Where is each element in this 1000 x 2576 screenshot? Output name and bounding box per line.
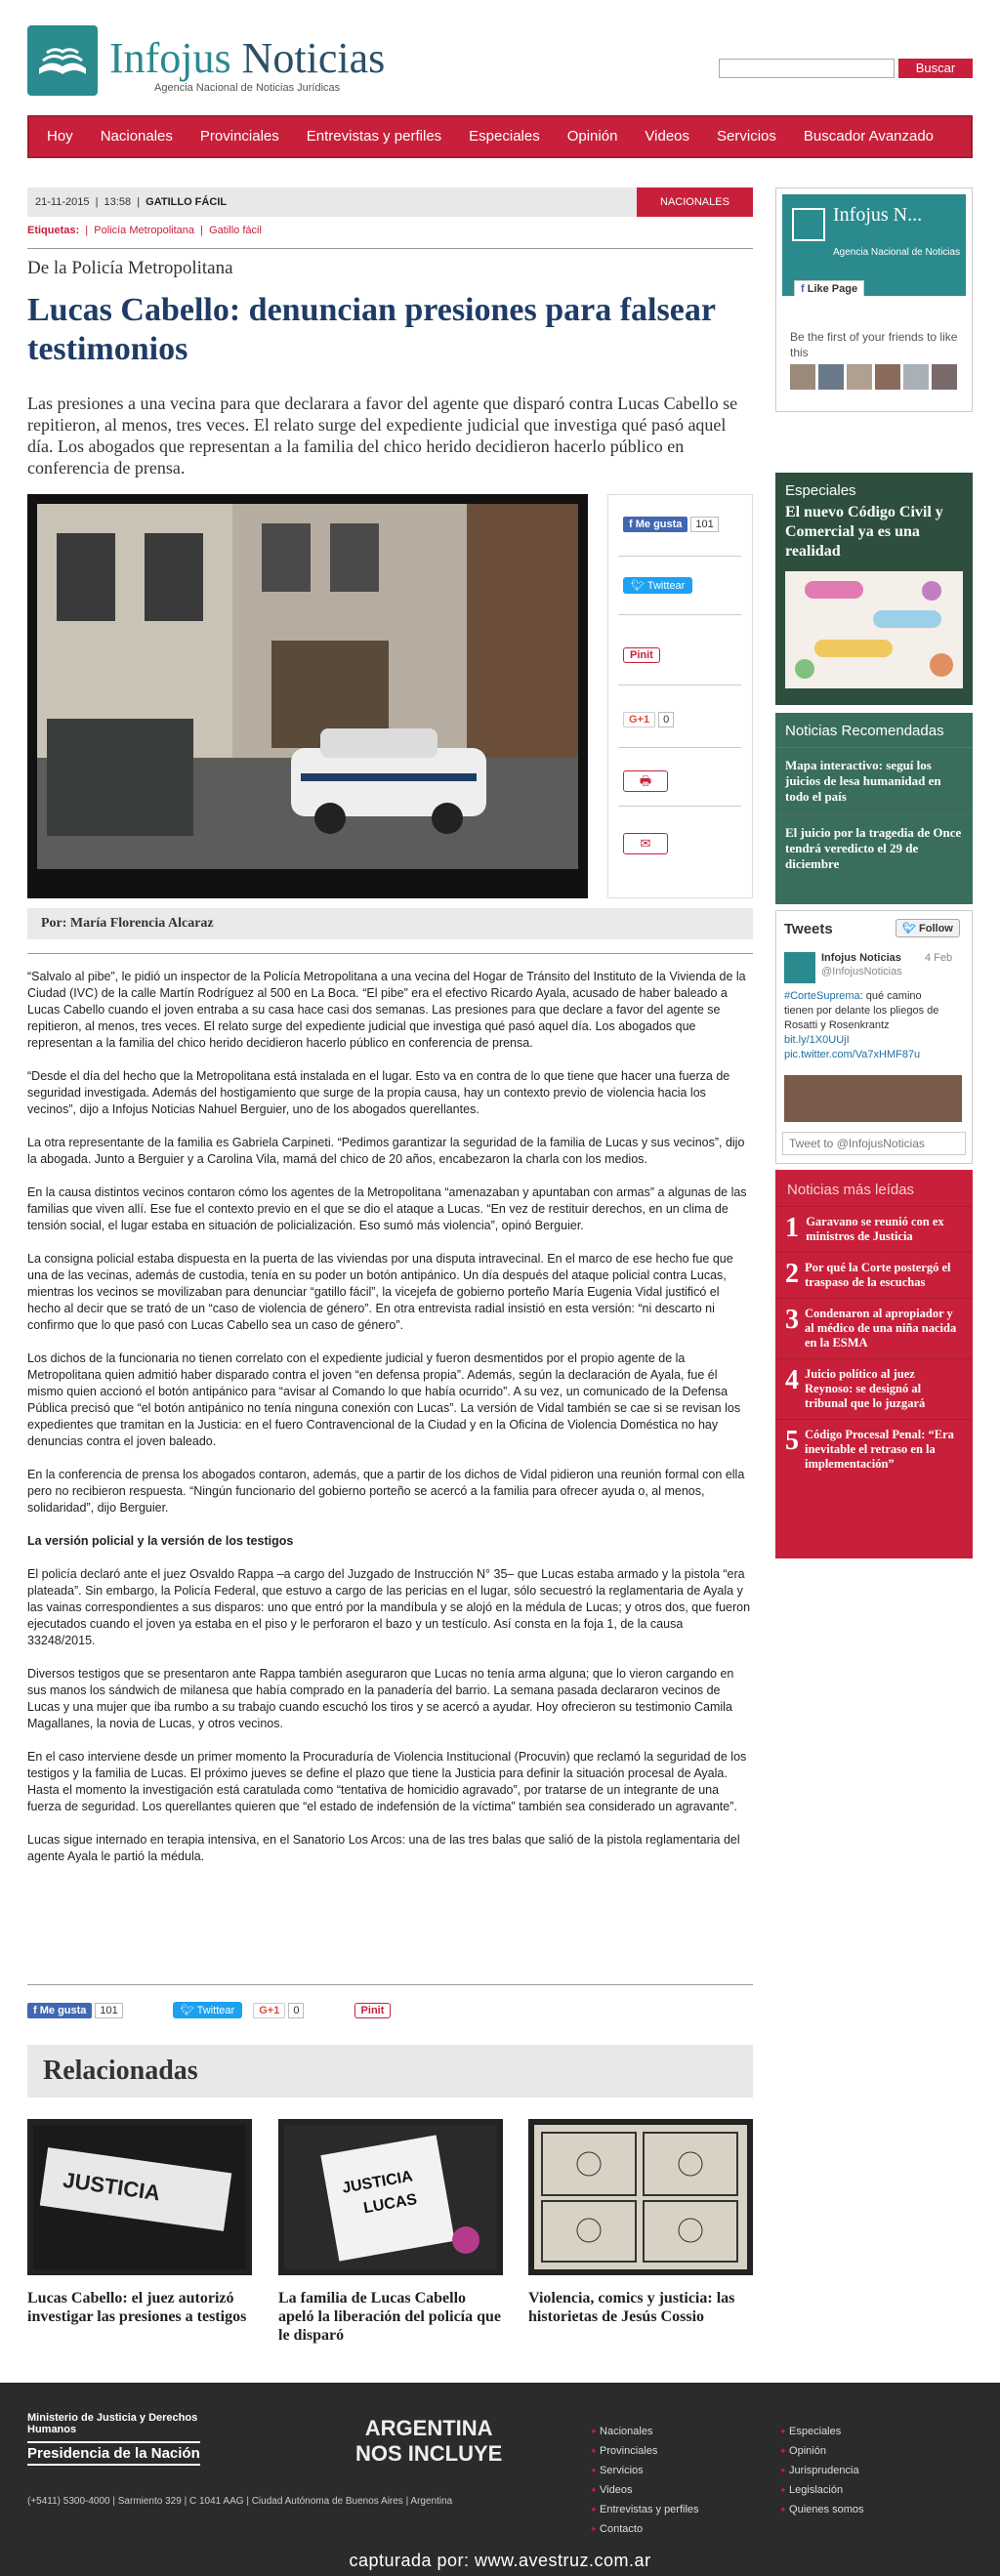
related-item[interactable] [27, 2119, 252, 2326]
like-page-button[interactable]: f Like Page [794, 280, 864, 296]
divider [618, 806, 741, 807]
article-paragraph: Diversos testigos que se presentaron ante Rappa también aseguraron que Lucas no tenía arma alguna; que lo vieron cargando en sus manos los sándwich de milanesa que había comprado en la panadería del barrio. La semana pasada declararon vecinos de Lucas y una mujer que iba rumbo a su trabajo cuando escuchó los tiros y se acercó a ayudar. Hoy ofrecieron su testimonio Camila Magallanes, la novia de Lucas, y otros vecinos. [27, 1667, 734, 1730]
divider [618, 685, 741, 686]
nav-item-videos[interactable]: Videos [645, 128, 690, 145]
article-info-bar: 21-11-2015 | 13:58 | GATILLO FÁCIL [27, 187, 753, 217]
site-footer [0, 2383, 1000, 2576]
most-read-item[interactable] [775, 1298, 973, 1358]
article-lead: Las presiones a una vecina para que declarara a favor del agente que disparó contra Lucas Cabello se repitieron, al menos, tres veces. El relato surge del expediente judicial que investiga qué pasó aquel día. Los abogados que representan a la familia del chico herido decidieron hacerlo público en conferencia de prensa. [27, 394, 738, 478]
pinterest-button[interactable]: Pinit [623, 647, 660, 663]
pinterest-button[interactable]: Pinit [354, 2003, 392, 2018]
divider [618, 556, 741, 557]
divider [27, 248, 753, 249]
most-read-label: Noticias más leídas [787, 1182, 915, 1198]
related-heading: Relacionadas [27, 2045, 753, 2098]
follow-button[interactable]: 🐦︎ Follow [896, 919, 960, 937]
facebook-icon: f [629, 519, 633, 530]
footer-slogan-line: NOS INCLUYE [355, 2441, 503, 2466]
most-read-item[interactable] [775, 1358, 973, 1419]
article-topic[interactable]: GATILLO FÁCIL [146, 196, 228, 208]
tag-link[interactable]: Gatillo fácil [209, 225, 262, 236]
tweets-heading: Tweets [784, 921, 833, 937]
article-paragraph: En la conferencia de prensa los abogados contaron, además, que a partir de los dichos de Vidal pidieron una reunión formal con ella pero no recibieron respuesta. “Ningún funcionario del gobierno porteño se acercó a la familia para ofrecer ayuda o, al menos, solidaridad”, dijo Berguier. [27, 1468, 745, 1515]
most-read-title[interactable]: Juicio político al juez Reynoso: se designó al tribunal que lo juzgará [805, 1367, 926, 1410]
avatar[interactable] [875, 364, 900, 390]
divider [618, 747, 741, 748]
footer-link[interactable]: ✦ Servicios [590, 2461, 699, 2480]
logo-book-icon [27, 25, 98, 96]
tweet-author[interactable]: Infojus Noticias [821, 952, 901, 964]
facebook-friends-text: Be the first of your friends to like this [790, 330, 958, 359]
share-sidebar [607, 494, 753, 898]
most-read-title[interactable]: Código Procesal Penal: “Era inevitable el retraso en la implementación” [805, 1428, 954, 1471]
related-thumbnail[interactable] [528, 2119, 753, 2275]
nav-item-nacionales[interactable]: Nacionales [100, 128, 173, 145]
article-title: Lucas Cabello: denuncian presiones para falsear testimonios [27, 292, 716, 367]
most-read-item[interactable] [775, 1206, 973, 1252]
especiales-label: Especiales [785, 482, 856, 499]
twitter-share[interactable] [623, 577, 692, 594]
most-read-item[interactable] [775, 1419, 973, 1479]
footer-slogan [355, 2416, 502, 2467]
article-photo [27, 494, 588, 898]
article-paragraph: “Desde el día del hecho que la Metropolitana está instalada en el lugar. Esto va en contra de lo que tiene que hacer una fuerza de seguridad investigada. Además del hostigamiento que surge de la propia causa, hay un contexto previo de violencia hacia los vecinos”, dijo a Infojus Noticias Nahuel Berguier, uno de los abogados querellantes. [27, 1069, 730, 1116]
footer-link[interactable]: ✦ Especiales [779, 2422, 863, 2441]
footer-address: (+5411) 5300-4000 | Sarmiento 329 | C 1041 AAG | Ciudad Autónoma de Buenos Aires | Argentina [27, 2496, 453, 2507]
recommended-label: Noticias Recomendadas [775, 713, 973, 748]
nav-item-hoy[interactable]: Hoy [47, 128, 73, 145]
footer-link[interactable]: ✦ Nacionales [590, 2422, 699, 2441]
google-plus-count: 0 [288, 2003, 304, 2018]
facebook-icon: f [801, 283, 805, 295]
related-title[interactable]: La familia de Lucas Cabello apeló la liberación del policía que le disparó [278, 2290, 502, 2344]
footer-link[interactable]: ✦ Jurisprudencia [779, 2461, 863, 2480]
footer-link[interactable]: ✦ Provinciales [590, 2441, 699, 2461]
nav-item-opinion[interactable]: Opinión [566, 128, 618, 145]
nav-item-servicios[interactable]: Servicios [717, 128, 776, 145]
logo-wordmark: Infojus Noticias [109, 34, 386, 82]
share-bottom-bar [27, 2002, 398, 2018]
facebook-page-name[interactable]: Infojus N... [833, 204, 923, 226]
nav-item-buscador[interactable]: Buscador Avanzado [803, 128, 935, 145]
divider [27, 953, 753, 954]
facebook-page-widget [775, 187, 973, 412]
most-read-number: 3 [785, 1305, 799, 1335]
especiales-title[interactable]: El nuevo Código Civil y Comercial ya es una realidad [785, 504, 943, 560]
article-paragraph: Los dichos de la funcionaria no tienen correlato con el expediente judicial y fueron desmentidos por el propio agente de la Metropolitana quien admitió haber disparado contra el joven “en defensa propia”. Además, según la declaración de Ayala, fue él mismo quien accionó el botón antipánico para “avisar al Comando lo que había ocurrido”. A su vez, un comunicado de la Defensa Pública precisó que “el botón antipánico no tenía ninguna conexión con Lucas”. La versión de Vidal también se cae si se revisan los expedientes que tramitan en la Justicia: en el fuero Contravencional de la Ciudad y en la Oficina de Violencia Doméstica no hay denuncias contra el joven baleado. [27, 1351, 741, 1448]
facebook-page-banner[interactable] [782, 194, 966, 296]
footer-link[interactable]: ✦ Opinión [779, 2441, 863, 2461]
facebook-count: 101 [690, 517, 718, 532]
article-author: Por: María Florencia Alcaraz [27, 908, 753, 939]
nav-item-especiales[interactable]: Especiales [469, 128, 540, 145]
tweet-link[interactable]: bit.ly/1X0UUjI pic.twitter.com/Va7xHMF87u [784, 1034, 921, 1060]
avatar[interactable] [818, 364, 844, 390]
footer-ministry: Ministerio de Justicia y Derechos Humanos [27, 2412, 198, 2435]
twitter-icon: 🐦︎ [180, 2005, 194, 2016]
facebook-page-subtitle: Agencia Nacional de Noticias [833, 247, 961, 258]
footer-link[interactable]: ✦ Videos [590, 2480, 699, 2500]
logo-book-icon [792, 208, 825, 241]
most-read-item[interactable] [775, 1252, 973, 1298]
footer-links-col1 [590, 2422, 699, 2539]
most-read-title[interactable]: Garavano se reunió con ex ministros de Justicia [806, 1215, 944, 1243]
article-paragraph: “Salvalo al pibe”, le pidió un inspector de la Policía Metropolitana a una vecina del Hogar de Tránsito del Instituto de la Vivienda de la Ciudad (IVC) de la calle Martín Rodríguez al 500 en La Boca. “El pibe” era el efectivo Ricardo Ayala, acusado de haber baleado a Lucas Cabello cuando el joven entraba a su casa hace casi dos semanas. Las presiones para que declare a favor del agente se repitieron, al menos, tres veces. El relato surge del expediente judicial que investiga qué pasó aquel día. Los abogados que representan a la familia del chico herido decidieron hacerlo público en conferencia de prensa. [27, 970, 746, 1050]
search-button[interactable]: Buscar [898, 59, 973, 78]
tags-label: Etiquetas: [27, 225, 80, 236]
article-body [27, 969, 753, 1882]
logo-subtitle: Agencia Nacional de Noticias Jurídicas [154, 82, 341, 94]
article-time: 13:58 [104, 196, 132, 208]
footer-link[interactable]: ✦ Legislación [779, 2480, 863, 2500]
facebook-like[interactable] [623, 517, 719, 532]
google-plus-count: 0 [658, 712, 674, 727]
article-paragraph: En el caso interviene desde un primer momento la Procuraduría de Violencia Institucional (Procuvin) que reclamó la seguridad de los testigos y la familia de Lucas. El próximo jueves se define el plazo que tiene la Justicia para definir la situación procesal de Ayala. Hasta el momento la investigación está caratulada como “tentativa de homicidio agravado”, por tratarse de un integrante de una fuerza de seguridad. Los querellantes quieren que “el estado de indefensión de la víctima” también sea considerado un agravante”. [27, 1750, 747, 1813]
google-plus-share[interactable] [623, 712, 674, 727]
avatar[interactable] [932, 364, 957, 390]
facebook-icon: f [33, 2005, 37, 2016]
google-plus-button[interactable]: G+1 [623, 712, 655, 727]
article-paragraph: Lucas sigue internado en terapia intensiva, en el Sanatorio Los Arcos: una de las tres balas que salió de la pistola reglamentaria del agente Ayala le partió la médula. [27, 1833, 740, 1863]
tweet-compose-field[interactable]: Tweet to @InfojusNoticias [782, 1132, 966, 1155]
svg-text:JUSTICIA: JUSTICIA [341, 2168, 414, 2197]
avatar[interactable] [903, 364, 929, 390]
google-plus-button[interactable]: G+1 [253, 2003, 285, 2018]
svg-text:JUSTICIA: JUSTICIA [61, 2167, 162, 2206]
recommended-item[interactable]: Mapa interactivo: seguí los juicios de lesa humanidad en todo el país [775, 748, 973, 815]
nav-item-entrevistas[interactable]: Entrevistas y perfiles [306, 128, 442, 145]
email-icon[interactable]: ✉ [623, 833, 668, 854]
pinterest-share[interactable] [623, 647, 660, 663]
facebook-faces [790, 364, 957, 390]
related-thumbnail[interactable] [27, 2119, 252, 2275]
tweet-image[interactable] [784, 1075, 962, 1122]
recommended-box [775, 713, 973, 904]
twitter-timeline [775, 910, 973, 1164]
most-read-number: 4 [785, 1365, 799, 1395]
footer-presidency[interactable]: Presidencia de la Nación [27, 2441, 200, 2466]
avatar[interactable] [784, 952, 815, 983]
twitter-button[interactable]: 🐦︎ Twittear [173, 2002, 242, 2018]
divider [618, 614, 741, 615]
twitter-icon: 🐦︎ [902, 923, 916, 935]
related-title[interactable]: Lucas Cabello: el juez autorizó investigar las presiones a testigos [27, 2290, 247, 2325]
tweet-date[interactable]: 4 Feb [925, 952, 953, 964]
tweet-text: #CorteSuprema: qué camino tienen por delante los pliegos de Rosatti y Rosenkrantz bit.ly/1X0UUjI pic.twitter.com/Va7xHMF87u [784, 990, 939, 1060]
twitter-icon: 🐦︎ [631, 580, 645, 592]
related-item[interactable] [278, 2119, 503, 2345]
footer-link[interactable]: ✦ Entrevistas y perfiles [590, 2500, 699, 2519]
avatar[interactable] [847, 364, 872, 390]
footer-link[interactable]: ✦ Quienes somos [779, 2500, 863, 2519]
especiales-image[interactable] [785, 571, 963, 688]
most-read-number: 5 [785, 1426, 799, 1456]
article-paragraph: La consigna policial estaba dispuesta en la puerta de las viviendas por una disputa intravecinal. En el marco de ese hecho fue que una de las vecinas, además de custodia, tenía en su poder un botón antipánico. Un día después del ataque policial contra Lucas, mientras los vecinos se movilizaban para denunciar “gatillo fácil”, la vicejefa de gobierno porteño María Eugenia Vidal justificó el hecho al decir que se trató de un “caso de violencia de género”. En otra entrevista radial insistió en esta versión: “ni descarto ni confirmo que lo que pasó con Lucas Cabello sea un caso de género”. [27, 1252, 733, 1332]
nav-item-provinciales[interactable]: Provinciales [199, 128, 279, 145]
article-paragraph: La otra representante de la familia es Gabriela Carpineti. “Pedimos garantizar la seguridad de la familia de Lucas y sus vecinos”, dijo la abogada. Junto a Berguier y a Carolina Vila, mamá del chico de 20 años, encabezaron la charla con los medios. [27, 1136, 745, 1166]
main-nav [27, 115, 973, 158]
search-input[interactable] [719, 59, 895, 78]
most-read-number: 2 [785, 1259, 799, 1289]
article-date: 21-11-2015 [35, 196, 90, 208]
most-read-number: 1 [785, 1213, 799, 1243]
section-badge[interactable]: NACIONALES [637, 187, 753, 217]
footer-links-col2 [779, 2422, 863, 2519]
related-thumbnail[interactable] [278, 2119, 503, 2275]
site-logo[interactable] [27, 23, 389, 98]
tag-link[interactable]: Policía Metropolitana [94, 225, 195, 236]
especiales-box[interactable] [775, 473, 973, 705]
divider [27, 1984, 753, 1985]
facebook-count: 101 [95, 2003, 122, 2018]
facebook-like-button[interactable]: f Me gusta [623, 517, 688, 532]
twitter-button[interactable]: 🐦︎ Twittear [623, 577, 692, 594]
article-subheading: La versión policial y la versión de los testigos [27, 1534, 294, 1548]
most-read-title[interactable]: Condenaron al apropiador y al médico de una niña nacida en la ESMA [805, 1307, 957, 1350]
article-paragraph: El policía declaró ante el juez Osvaldo Rappa –a cargo del Juzgado de Instrucción N° 35– que Lucas estaba armado y la pistola “era plateada”. Sin embargo, la Policía Federal, que estuvo a cargo de las pericias en el lugar, sólo secuestró la reglamentaria de Ayala y las vainas correspondientes a sus disparos: uno que entró por la mandíbula y se alojó en la médula de Lucas; y otros dos, que fueron ejecutados cuando el joven ya estaba en el piso y le perforaron el bazo y un testículo. Así consta en la foja 1, de la causa 33248/2015. [27, 1567, 751, 1647]
svg-text:LUCAS: LUCAS [362, 2190, 419, 2218]
tags-row: Etiquetas: | Policía Metropolitana | Gatillo fácil [27, 225, 262, 236]
print-icon[interactable]: 🖶︎ [623, 770, 668, 792]
article-kicker: De la Policía Metropolitana [27, 258, 233, 278]
article-paragraph: En la causa distintos vecinos contaron cómo los agentes de la Metropolitana “amenazaban y apuntaban con armas” a algunas de las familias que viven allí. Ese fue el contexto previo en el que se dio el ataque a Lucas. “En vez de restituir derechos, en un clima de tensión social, el lugar estaba en situación de policialización. Eso sumó más violencia”, opinó Berguier. [27, 1185, 747, 1232]
capture-credit: capturada por: www.avestruz.com.ar [349, 2551, 651, 2570]
avatar[interactable] [790, 364, 815, 390]
recommended-item[interactable]: El juicio por la tragedia de Once tendrá veredicto el 29 de diciembre [785, 825, 962, 871]
related-title[interactable]: Violencia, comics y justicia: las historietas de Jesús Cossio [528, 2290, 735, 2325]
tweet-hashtag[interactable]: #CorteSuprema [784, 990, 860, 1002]
most-read-box [775, 1170, 973, 1558]
related-item[interactable] [528, 2119, 753, 2326]
facebook-like-button[interactable]: f Me gusta [27, 2003, 92, 2018]
tweet-handle[interactable]: @InfojusNoticias [821, 966, 902, 977]
most-read-title[interactable]: Por qué la Corte postergó el traspaso de la escuchas [805, 1261, 951, 1289]
footer-slogan-line: ARGENTINA [364, 2416, 493, 2440]
footer-link[interactable]: ✦ Contacto [590, 2519, 699, 2539]
